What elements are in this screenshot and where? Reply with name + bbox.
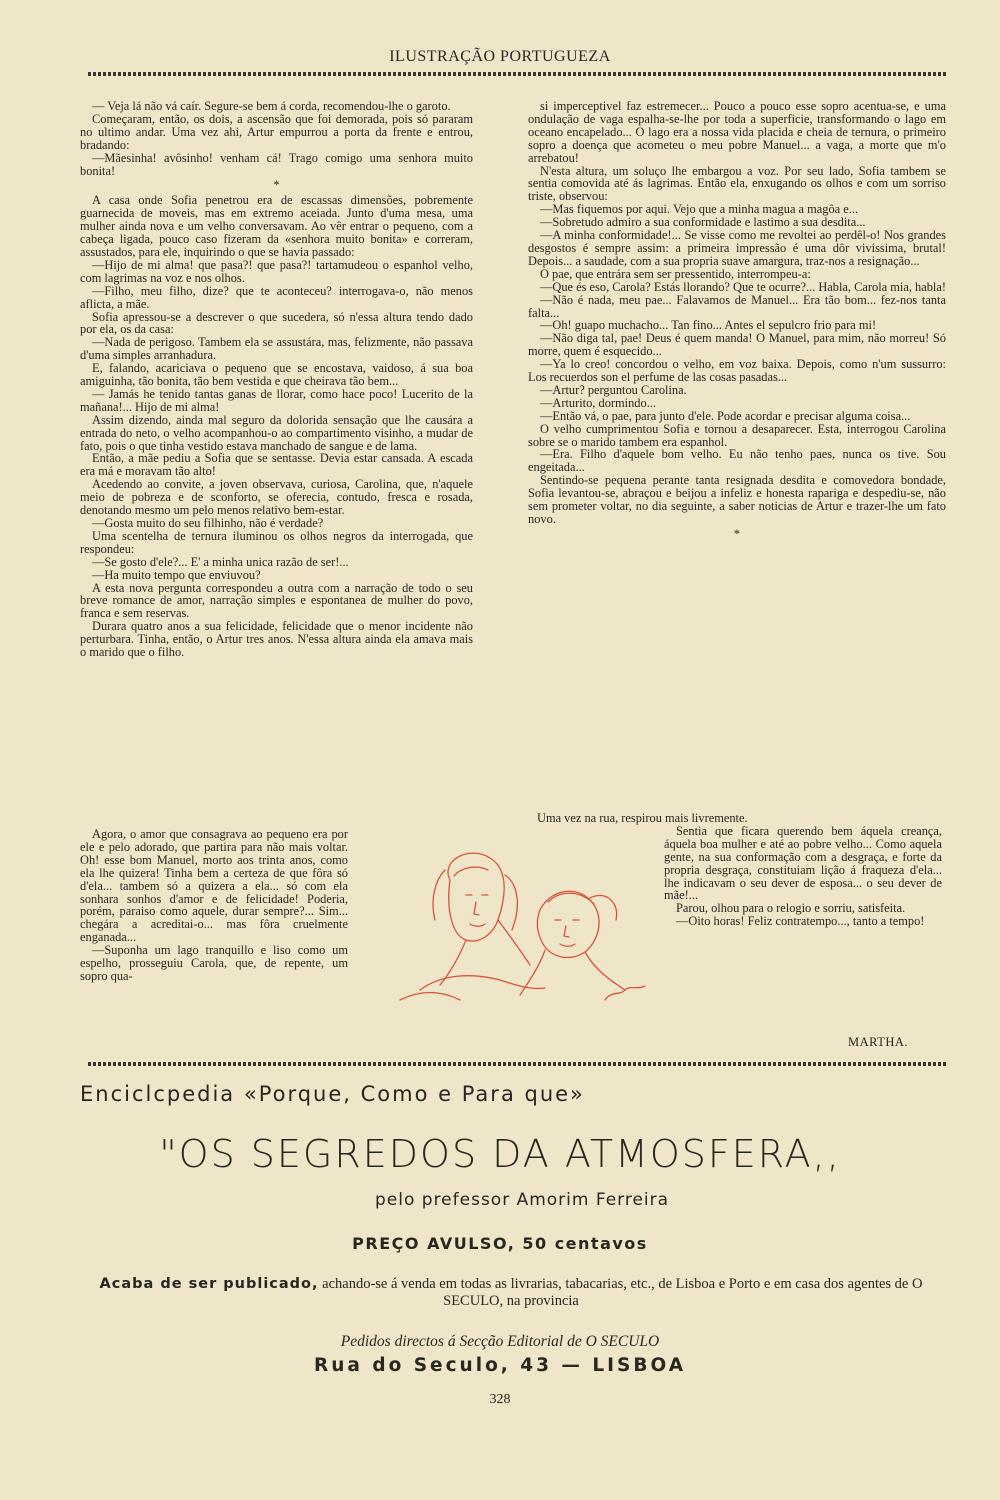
story-paragraph: A esta nova pergunta correspondeu a outra com a narração de todo o seu breve romance de amor, narração simples e espontanea de mulher do povo, franca e sem reservas.	[80, 580, 473, 621]
story-paragraph: Assim dizendo, ainda mal seguro da dolorida sensação que lhe causára a entrada do neto, o velho acompanhou-o ao compartimento visinho, a mudar de fato, pois o que tinha vestido estava manchado de sangue e de lama.	[80, 412, 473, 453]
story-paragraph: —Suponha um lago tranquillo e liso como um espelho, prosseguiu Carola, que, de repente, um sopro qua-	[80, 943, 348, 983]
section-break: *	[273, 178, 280, 193]
story-paragraph: —A minha conformidade!... Se visse como me revoltei ao perdêl-o! Nos grandes desgostos é sempre assim: a primeira impressão é uma dôr vivissima, brutal! Depois... a saudade, com a sua propria suave amargura, traz-nos a resignação...	[528, 228, 946, 268]
story-paragraph: Parou, olhou para o relogio e sorriu, satisfeita.	[676, 901, 906, 916]
header-rule	[88, 72, 948, 76]
availability-lead: Acaba de ser publicado,	[99, 1276, 319, 1292]
story-paragraph: —Artur? perguntou Carolina.	[540, 382, 687, 397]
story-paragraph: —Que és eso, Carola? Estás llorando? Que te ocurre?... Habla, Carola mia, habla!	[540, 279, 946, 294]
section-break: *	[733, 526, 741, 541]
author-signature: MARTHA.	[848, 1035, 909, 1049]
story-left-column	[80, 100, 473, 659]
story-paragraph: Uma vez na rua, respirou mais livremente.	[537, 811, 748, 825]
section-rule	[88, 1062, 948, 1066]
story-left-continuation	[80, 828, 348, 983]
story-paragraph: Sentia que ficara querendo bem áquela creança, áquela boa mulher e até ao pobre velho... Como aquela gente, na sua conformação com a desgraça, e forte da propria desgraça, constituiam lição á fraqueza d'ela... lhe indicavam o seu dever de esposa... o seu dever de mãe!...	[664, 823, 942, 903]
story-paragraph: —Não é nada, meu pae... Falavamos de Manuel... Era tão bom... fez-nos tanta falta...	[528, 292, 946, 320]
story-right-column	[528, 100, 946, 543]
story-paragraph: —Hijo de mi alma! que pasa?! que pasa?! tartamudeou o espanhol velho, com lagrimas na voz e nos olhos.	[80, 257, 473, 285]
story-paragraph: N'esta altura, um soluço lhe embargou a voz. Por seu lado, Sofia tambem se sentia comovida até ás lagrimas. Então ela, enxugando os olhos e com um sorriso triste, observou:	[528, 163, 946, 204]
story-paragraph: —Mãesinha! avôsinho! venham cá! Trago comigo uma senhora muito bonita!	[80, 150, 473, 178]
story-paragraph: A casa onde Sofia penetrou era de escassas dimensões, pobremente guarnecida de moveis, mas em extremo aceiada. Junto d'uma mesa, uma mulher ainda nova e um velho conversavam. Ao vêr entrar o pequeno, com a cabeça ligada, pouco caso fizeram da «senhora muito bonita» e correram, assustados, para ele, inquirindo o que se havia passado:	[80, 193, 473, 259]
encyclopedia-series-title: Enciclcpedia «Porque, Como e Para que»	[80, 1082, 585, 1106]
story-paragraph: —Oh! guapo muchacho... Tan fino... Antes el sepulcro frio para mi!	[540, 318, 877, 333]
story-paragraph: E, falando, acariciava o pequeno que se encostava, vaidoso, á sua boa amiguinha, tão bonita, tão bem vestida e que cheirava tão bem...	[80, 361, 473, 389]
book-title: "OS SEGREDOS DA ATMOSFERA,,	[159, 1132, 841, 1176]
story-paragraph: — Veja lá não vá caír. Segure-se bem á corda, recomendou-lhe o garoto.	[92, 99, 451, 113]
availability-note	[80, 1276, 942, 1310]
story-paragraph: —Então vá, o pae, para junto d'ele. Pode acordar e precisar alguma coisa...	[540, 408, 911, 423]
story-paragraph: —Ya lo creo! concordou o velho, em voz baixa. Depois, como n'um sussurro: Los recuerdos son el perfume de las cosas pasadas...	[528, 357, 946, 385]
story-paragraph: — Jamás he tenido tantas ganas de llorar, como hace poco! Lucerito de la mañana!... Hijo de mi alma!	[80, 386, 473, 414]
page-number: 328	[489, 1392, 511, 1407]
story-paragraph: —Oito horas! Feliz contratempo..., tanto a tempo!	[676, 914, 925, 929]
story-paragraph: Então, a mãe pediu a Sofia que se sentasse. Devia estar cansada. A escada era má e moravam tão alto!	[80, 451, 473, 479]
story-paragraph: si imperceptivel faz estremecer... Pouco a pouco esse sopro acentua-se, e uma ondulação de vaga espalha-se-lhe por toda a superficie, transformando o lago em oceano encapelado... O lago era a nossa vida placida e cheia de ternura, o primeiro sopro a doença que acometeu o meu pobre Manuel... a vaga, a morte que m'o arrebatou!	[528, 99, 946, 165]
running-header: ILUSTRAÇÃO PORTUGUEZA	[389, 48, 611, 65]
story-paragraph: Sofia apressou-se a descrever o que sucedera, só n'essa altura tendo dado por ela, os da casa:	[80, 309, 473, 337]
story-paragraph: —Mas fiquemos por aqui. Vejo que a minha magua a magôa e...	[540, 202, 859, 217]
story-paragraph: Acedendo ao convite, a joven observava, curiosa, Carolina, que, n'aquele meio de pobreza e de sconforto, se oferecia, contudo, fresca e rosada, denotando mesmo um pelo menos relativo bem-estar.	[80, 477, 473, 518]
story-paragraph: —Era. Filho d'aquele bom velho. Eu não tenho paes, nunca os tive. Sou engeitada...	[528, 447, 946, 475]
story-paragraph: Durara quatro anos a sua felicidade, felicidade que o menor incidente não perturbara. Tinha, então, o Artur tres anos. N'essa altura ainda ela amava mais o marido que o filho.	[80, 619, 473, 660]
story-paragraph: Sentindo-se pequena perante tanta resignada desdita e comovedora bondade, Sofia levantou-se, abraçou e beijou a infeliz e honesta rapariga e despediu-se, não sem prometer voltar, no dia seguinte, a saber noticias de Artur e trazer-lhe um fato novo.	[528, 473, 946, 526]
book-price: PREÇO AVULSO, 50 centavos	[352, 1234, 648, 1253]
story-paragraph: —Nada de perigoso. Tambem ela se assustára, mas, felizmente, não passava d'uma simples arranhadura.	[80, 335, 473, 363]
story-paragraph: Agora, o amor que consagrava ao pequeno era por ele e pelo adorado, que partira para não mais voltar. Oh! esse bom Manuel, morto aos trinta anos, como ela lhe quizera! Tinha bem a certeza de que fôra só d'ela... tambem só a quizera a ela... só com ela sonhara sonhos d'amor e de felicidade! Poderia, porém, paraiso como aquele, durar sempre?... Sim... chegára a acreditai-o... mas fôra cruelmente enganada...	[80, 827, 348, 945]
orders-note: Pedidos directos á Secção Editorial de O SECULO	[340, 1333, 660, 1350]
story-paragraph: —Gosta muito do seu filhinho, não é verdade?	[92, 516, 324, 530]
story-paragraph: —Ha muito tempo que enviuvou?	[92, 567, 261, 582]
story-paragraph: —Não diga tal, pae! Deus é quem manda! O Manuel, para mim, não morreu! Só morre, quem é esquecido...	[528, 331, 946, 359]
portrait-sketch-illustration	[380, 840, 655, 1020]
book-author: pelo prefessor Amorim Ferreira	[375, 1190, 670, 1210]
story-paragraph: O velho cumprimentou Sofia e tornou a desaparecer. Esta, interrogou Carolina sobre se o marido tambem era espanhol.	[528, 421, 946, 449]
story-paragraph: Uma scentelha de ternura iluminou os olhos negros da interrogada, que respondeu:	[80, 528, 473, 556]
story-paragraph: —Sobretudo admiro a sua conformidade e lastimo a sua desdita...	[540, 215, 866, 230]
story-paragraph: —Se gosto d'ele?... E' a minha unica razão de ser!...	[92, 554, 349, 569]
story-paragraph: O pae, que entrára sem ser pressentido, interrompeu-a:	[540, 266, 811, 281]
story-paragraph: —Filho, meu filho, dize? que te aconteceu? interrogava-o, não menos aflicta, a mãe.	[80, 283, 473, 311]
story-paragraph: Começaram, então, os dois, a ascensão que foi demorada, pois só pararam no ultimo andar. Uma vez ahi, Artur empurrou a porta da frente e entrou, bradando:	[80, 111, 473, 152]
story-paragraph: —Arturito, dormindo...	[540, 395, 656, 410]
publisher-address: Rua do Seculo, 43 — LISBOA	[313, 1355, 687, 1376]
availability-body: achando-se á venda em todas as livrarias, tabacarias, etc., de Lisboa e Porto e em casa dos agentes de O SECULO, na provincia	[322, 1276, 923, 1309]
